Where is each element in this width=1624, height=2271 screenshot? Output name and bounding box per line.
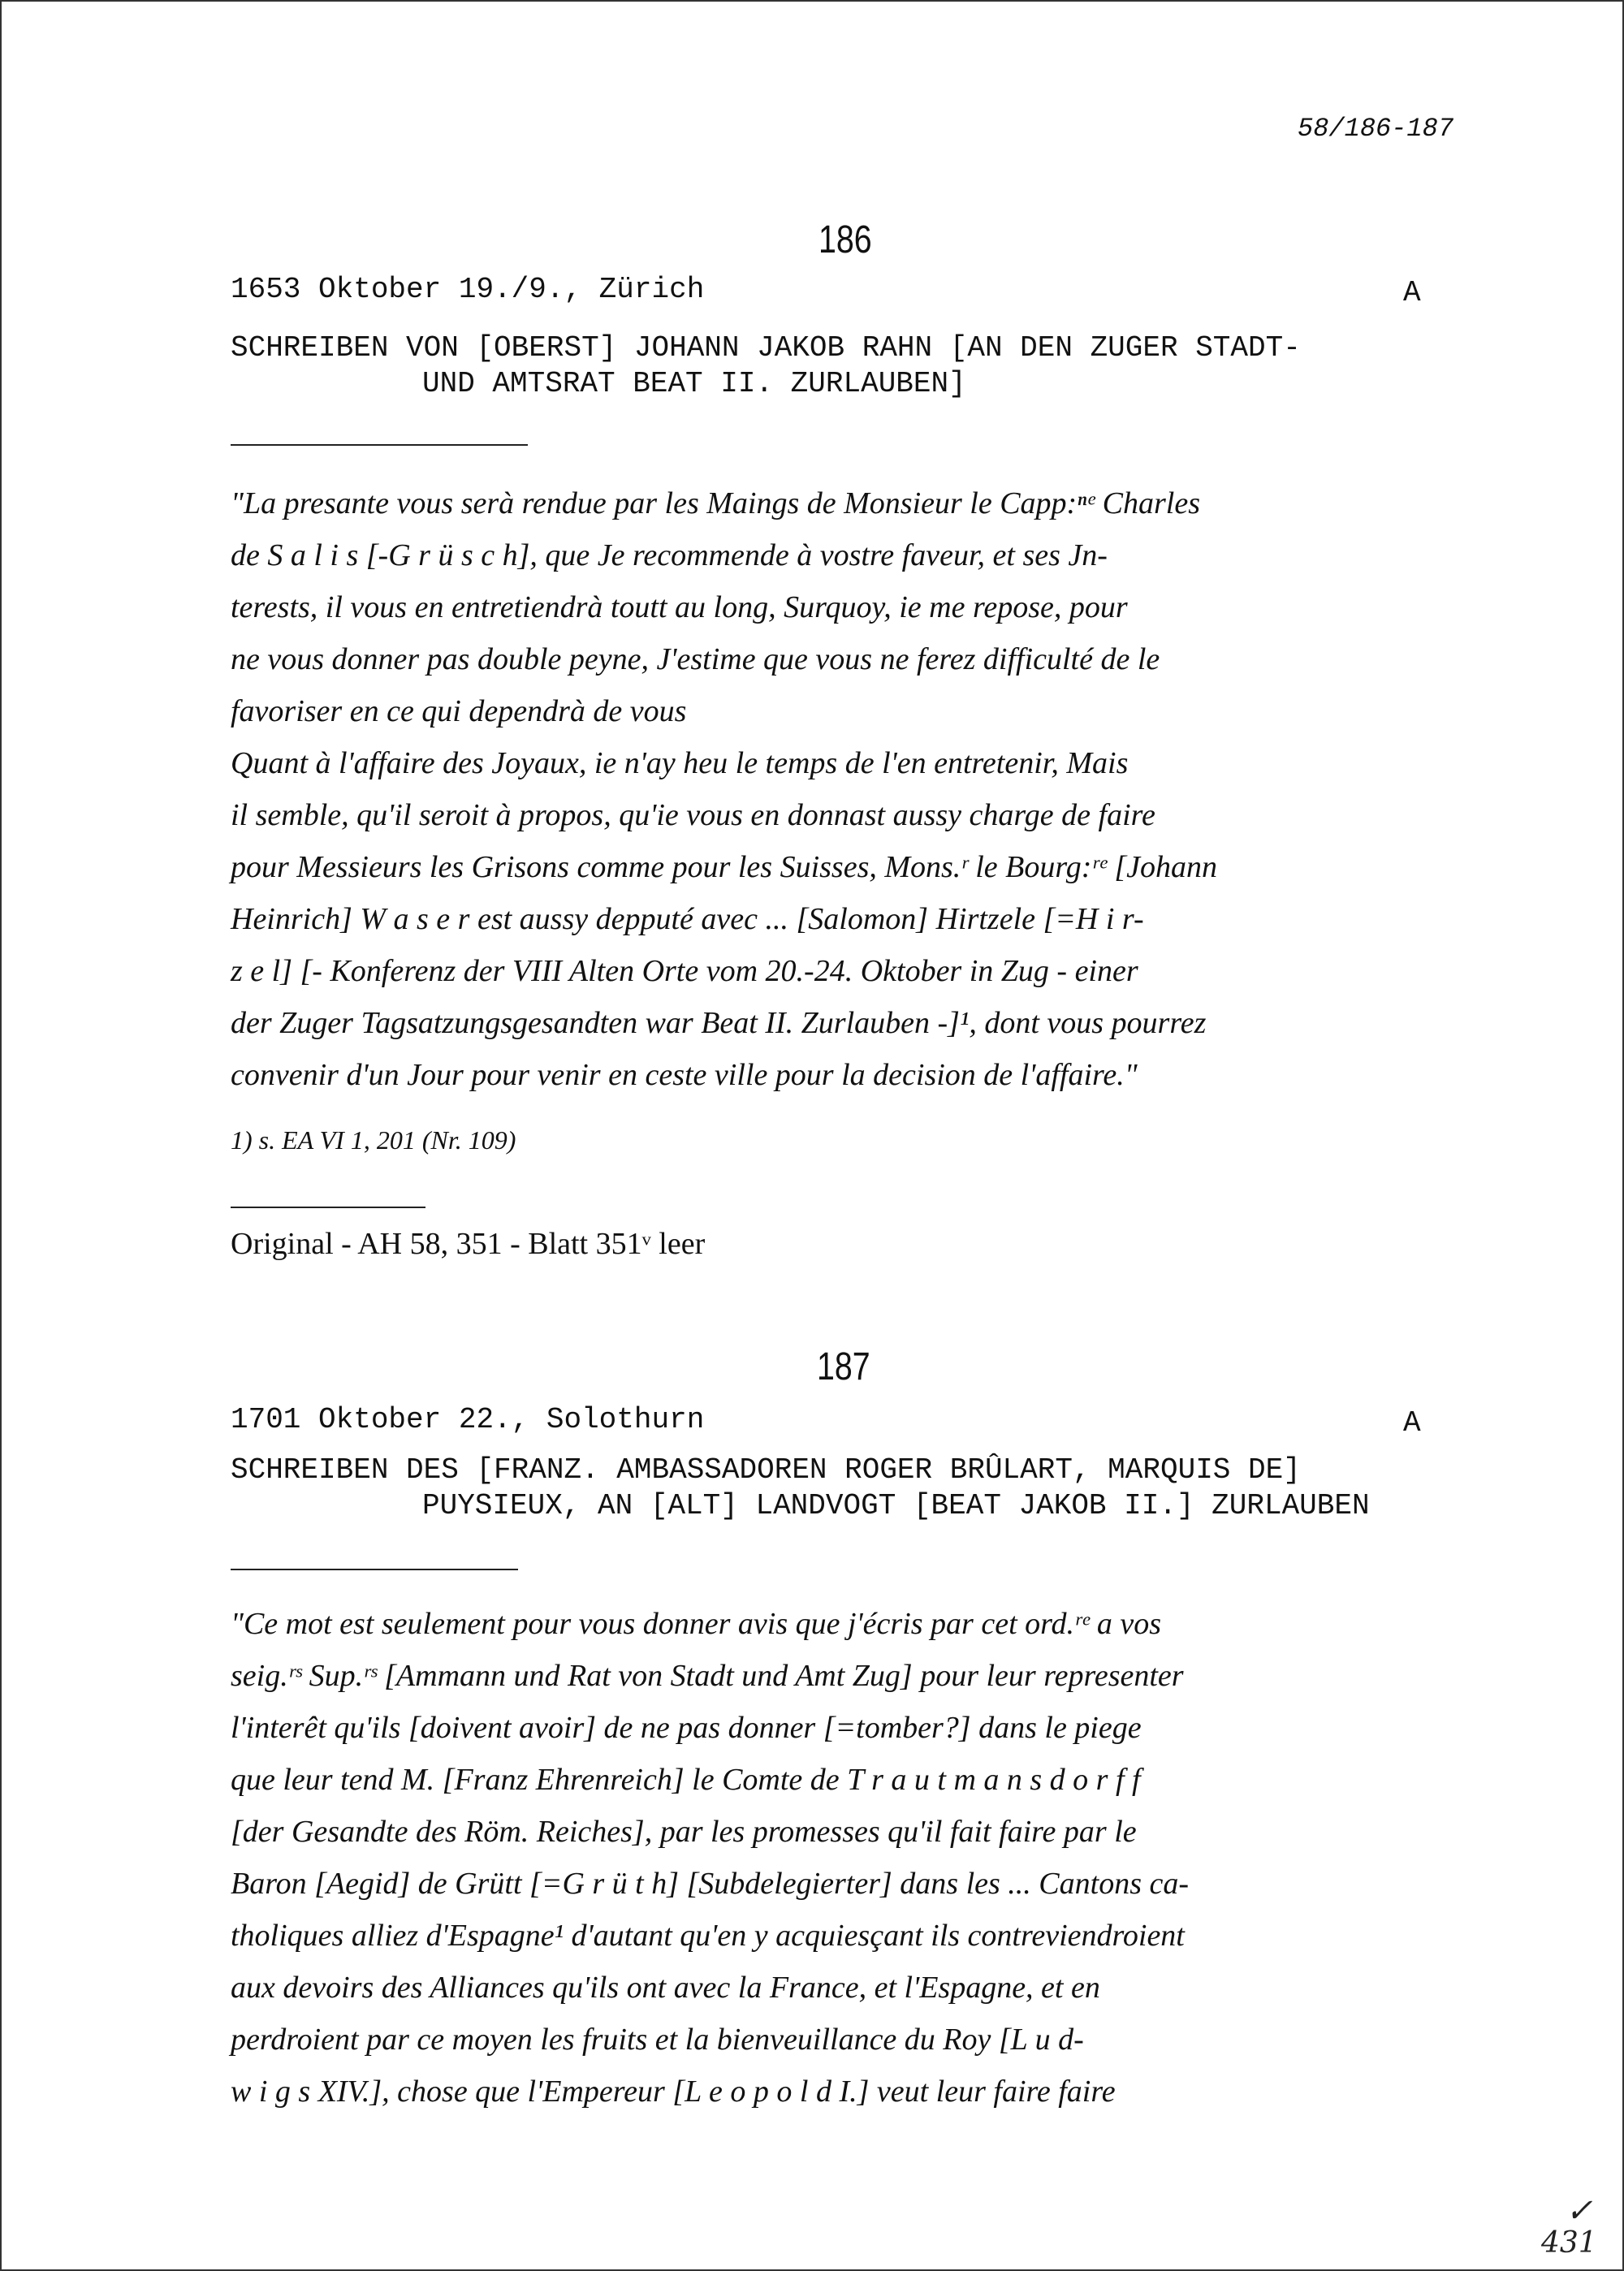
title-187-line2: PUYSIEUX, AN [ALT] LANDVOGT [BEAT JAKOB II.] ZURLAUBEN xyxy=(422,1489,1370,1522)
text-line: seig.ʳˢ Sup.ʳˢ [Ammann und Rat von Stadt und Amt Zug] pour leur representer xyxy=(231,1659,1184,1693)
text-line: "Ce mot est seulement pour vous donner avis que j'écris par cet ord.ʳᵉ a vos xyxy=(231,1607,1162,1641)
title-187-line1: SCHREIBEN DES [FRANZ. AMBASSADOREN ROGER BRÛLART, MARQUIS DE] xyxy=(231,1453,1301,1487)
text-line: tholiques alliez d'Espagne¹ d'autant qu'en y acquiesçant ils contreviendroient xyxy=(231,1919,1185,1953)
footnote-186: 1) s. EA VI 1, 201 (Nr. 109) xyxy=(231,1125,516,1155)
category-187: A xyxy=(1403,1406,1421,1440)
document-number-187: 187 xyxy=(817,1345,870,1388)
text-line: "La presante vous serà rendue par les Maings de Monsieur le Capp:ⁿᵉ Charles xyxy=(231,486,1200,520)
text-line: favoriser en ce qui dependrà de vous xyxy=(231,694,687,728)
separator-rule xyxy=(231,1207,425,1208)
text-line: [der Gesandte des Röm. Reiches], par les promesses qu'il fait faire par le xyxy=(231,1815,1137,1849)
text-line: der Zuger Tagsatzungsgesandten war Beat II. Zurlauben -]¹, dont vous pourrez xyxy=(231,1006,1207,1040)
text-line: Quant à l'affaire des Joyaux, ie n'ay heu le temps de l'en entretenir, Mais xyxy=(231,746,1129,780)
text-line: pour Messieurs les Grisons comme pour les Suisses, Mons.ʳ le Bourg:ʳᵉ [Johann xyxy=(231,850,1217,884)
separator-rule xyxy=(231,444,528,446)
text-line: que leur tend M. [Franz Ehrenreich] le Comte de T r a u t m a n s d o r f f xyxy=(231,1763,1141,1797)
folio-number: 431 xyxy=(1541,2226,1597,2260)
text-line: z e l] [- Konferenz der VIII Alten Orte vom 20.-24. Oktober in Zug - einer xyxy=(231,954,1138,988)
letter-text-186 xyxy=(231,477,1217,1101)
separator-rule xyxy=(231,1569,518,1570)
source-note-186: Original - AH 58, 351 - Blatt 351ᵛ leer xyxy=(231,1227,706,1261)
text-line: il semble, qu'il seroit à propos, qu'ie vous en donnast aussy charge de faire xyxy=(231,798,1155,832)
title-186-line2: UND AMTSRAT BEAT II. ZURLAUBEN] xyxy=(422,367,966,400)
text-line: Heinrich] W a s e r est aussy depputé avec ... [Salomon] Hirtzele [=H i r- xyxy=(231,902,1144,936)
date-place-186: 1653 Oktober 19./9., Zürich xyxy=(231,273,705,306)
category-186: A xyxy=(1403,276,1421,309)
text-line: aux devoirs des Alliances qu'ils ont avec la France, et l'Espagne, et en xyxy=(231,1971,1100,2005)
check-mark: ✓ xyxy=(1566,2192,1593,2230)
text-line: Baron [Aegid] de Grütt [=G r ü t h] [Subdelegierter] dans les ... Cantons ca- xyxy=(231,1867,1190,1901)
page-reference: 58/186-187 xyxy=(1298,114,1454,144)
text-line: w i g s XIV.], chose que l'Empereur [L e o p o l d I.] veut leur faire faire xyxy=(231,2075,1116,2109)
date-place-187: 1701 Oktober 22., Solothurn xyxy=(231,1403,705,1436)
title-186-line1: SCHREIBEN VON [OBERST] JOHANN JAKOB RAHN [AN DEN ZUGER STADT- xyxy=(231,331,1301,365)
letter-text-187 xyxy=(231,1598,1189,2118)
text-line: perdroient par ce moyen les fruits et la bienveuillance du Roy [L u d- xyxy=(231,2023,1084,2057)
text-line: l'interêt qu'ils [doivent avoir] de ne pas donner [=tomber?] dans le piege xyxy=(231,1711,1142,1745)
document-number-186: 186 xyxy=(818,218,872,261)
text-line: ne vous donner pas double peyne, J'estime que vous ne ferez difficulté de le xyxy=(231,642,1160,676)
text-line: terests, il vous en entretiendrà toutt au long, Surquoy, ie me repose, pour xyxy=(231,590,1128,624)
text-line: convenir d'un Jour pour venir en ceste ville pour la decision de l'affaire." xyxy=(231,1058,1138,1092)
text-line: de S a l i s [-G r ü s c h], que Je recommende à vostre faveur, et ses Jn- xyxy=(231,538,1108,572)
